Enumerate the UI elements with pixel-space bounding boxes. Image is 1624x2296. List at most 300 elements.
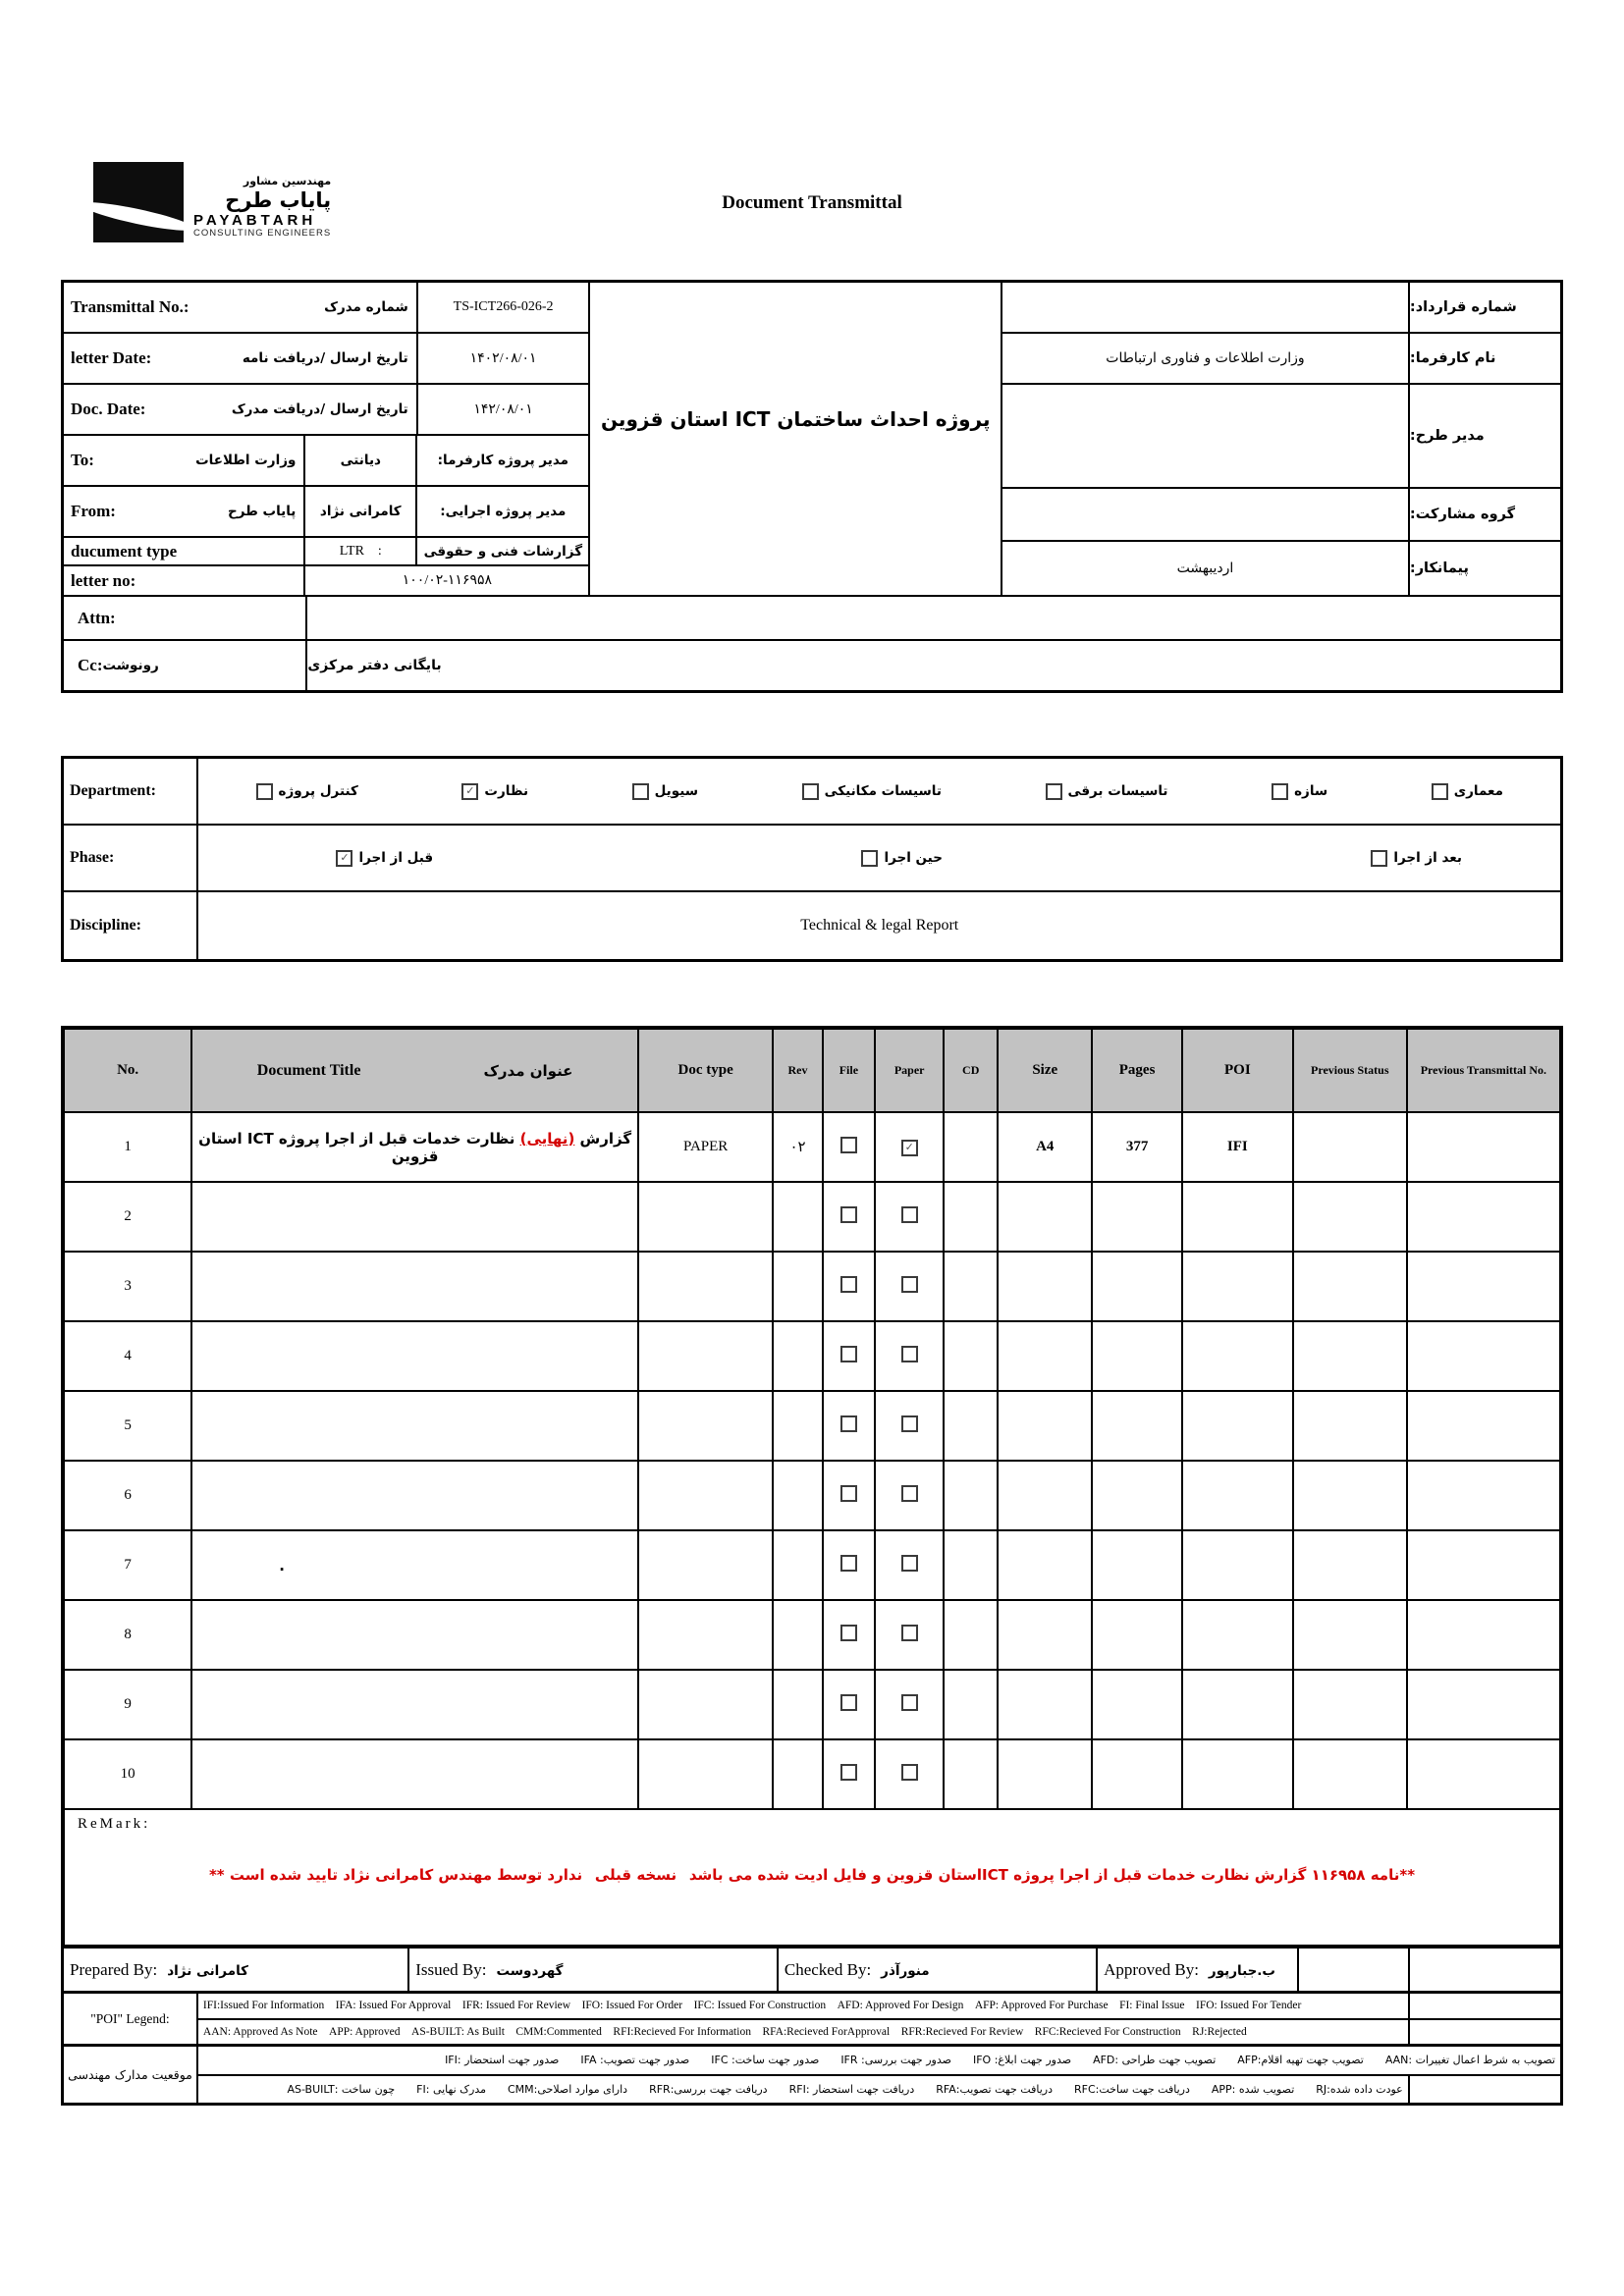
client-name-label: نام کارفرما:: [1408, 334, 1560, 383]
transmittal-info-table: [61, 280, 1563, 693]
empty-cell: [1092, 1739, 1182, 1809]
page-title: Document Transmittal: [722, 192, 902, 213]
info-table-top: [64, 283, 1560, 595]
empty-cell: [1182, 1321, 1293, 1391]
paper-checkbox[interactable]: [901, 1485, 918, 1502]
empty-cell: [944, 1739, 998, 1809]
empty-cell: [1293, 1461, 1407, 1530]
issued-by-label: Issued By:: [415, 1959, 487, 1979]
dept-option-label: تاسیسات مکانیکی: [824, 783, 942, 799]
empty-cell: [1407, 1391, 1561, 1461]
transmittal-no-label-en: Transmittal No.:: [71, 297, 189, 316]
checkbox-civil[interactable]: [632, 783, 649, 800]
contract-no-value: [1002, 283, 1408, 332]
empty-cell: [1293, 1391, 1407, 1461]
row1-paper-cell: [875, 1112, 944, 1182]
dept-option-label: کنترل پروژه: [278, 783, 358, 799]
cc-label-fa: رونوشت: [102, 658, 159, 673]
row-no: 3: [63, 1252, 191, 1321]
document-row: [63, 1182, 1561, 1252]
file-checkbox[interactable]: [840, 1206, 857, 1223]
empty-cell: [1293, 1739, 1407, 1809]
empty-cell: [773, 1391, 822, 1461]
row1-doc-type: PAPER: [638, 1112, 773, 1182]
empty-signature-cell: [1409, 1948, 1562, 1993]
paper-cell: [875, 1182, 944, 1252]
to-label-en: To:: [71, 451, 94, 469]
empty-cell: [998, 1252, 1092, 1321]
empty-cell: [773, 1600, 822, 1670]
empty-cell: [1092, 1252, 1182, 1321]
empty-cell: [638, 1182, 773, 1252]
contractor-row: [1002, 542, 1560, 595]
empty-cell: [1182, 1670, 1293, 1739]
row1-title-post: نظارت خدمات قبل از اجرا پروژه ICT استان قزوین: [198, 1129, 520, 1165]
file-cell: [823, 1252, 875, 1321]
empty-cell: [1182, 1739, 1293, 1809]
header-document-title: [191, 1028, 638, 1112]
row-no: 8: [63, 1600, 191, 1670]
document-type-fa: گزارشات فنی و حقوقی: [423, 543, 583, 560]
approved-by-name: ب.جبارپور: [1208, 1962, 1276, 1979]
empty-cell: [773, 1252, 822, 1321]
project-title-panel: [590, 283, 1001, 595]
empty-cell: [944, 1461, 998, 1530]
file-checkbox[interactable]: [840, 1485, 857, 1502]
empty-cell: [773, 1321, 822, 1391]
empty-cell: [1182, 1391, 1293, 1461]
dept-option-memari: [1432, 783, 1503, 800]
poi-legend-label: "POI" Legend:: [63, 1993, 197, 2046]
doc-date-value: ۱۴۲/۰۸/۰۱: [473, 401, 533, 417]
checkbox-sazeh[interactable]: [1272, 783, 1288, 800]
client-name-row: [1002, 334, 1560, 385]
header-rev: Rev: [773, 1028, 822, 1112]
poi-legend-line2: AAN: Approved As Note APP: Approved AS-BUILT: As Built CMM:Commented RFI:Recieved For Information RFA:Recieved ForApproval RFR:Recieved For Review RFC:Recieved For Construction RJ:Rejected: [197, 2019, 1409, 2046]
paper-checkbox[interactable]: [901, 1346, 918, 1362]
paper-cell: [875, 1600, 944, 1670]
document-list-section: [61, 1026, 1563, 2106]
empty-cell: [1182, 1252, 1293, 1321]
paper-checkbox[interactable]: [901, 1555, 918, 1572]
empty-cell: [1407, 1461, 1561, 1530]
file-checkbox[interactable]: [840, 1764, 857, 1781]
row-document-title: [191, 1182, 638, 1252]
empty-cell: [1293, 1252, 1407, 1321]
jv-group-label: گروه مشارکت:: [1408, 489, 1560, 540]
empty-cell: [998, 1391, 1092, 1461]
checkbox-memari[interactable]: [1432, 783, 1448, 800]
discipline-value: Technical & legal Report: [800, 917, 959, 934]
row1-previous-status: [1293, 1112, 1407, 1182]
empty-cell: [1407, 1739, 1561, 1809]
letter-date-label: [64, 334, 418, 383]
empty-cell: [998, 1182, 1092, 1252]
file-cell: [823, 1461, 875, 1530]
file-cell: [823, 1530, 875, 1600]
document-row: [63, 1670, 1561, 1739]
row-document-title: [191, 1391, 638, 1461]
design-manager-row: [1002, 385, 1560, 489]
cc-value: بایگانی دفتر مرکزی: [307, 658, 442, 673]
header-paper: Paper: [875, 1028, 944, 1112]
empty-cell: [1293, 1600, 1407, 1670]
header-no: No.: [63, 1028, 191, 1112]
fa-legend-row-1: [63, 2046, 1562, 2075]
row-document-title: [191, 1670, 638, 1739]
client-pm-label: مدیر پروژه کارفرما:: [437, 453, 569, 468]
empty-cell: [1407, 1530, 1561, 1600]
jv-group-row: [1002, 489, 1560, 542]
file-cell: [823, 1182, 875, 1252]
empty-cell: [1182, 1600, 1293, 1670]
transmittal-no-row: [64, 283, 588, 334]
checkbox-electrical[interactable]: [1046, 783, 1062, 800]
paper-cell: [875, 1530, 944, 1600]
classification-table: [61, 756, 1563, 962]
cc-label-en: Cc:: [78, 656, 103, 674]
document-table-header: [63, 1028, 1561, 1112]
paper-checkbox[interactable]: [901, 1764, 918, 1781]
checked-by-name: منورآذر: [881, 1962, 930, 1979]
file-checkbox[interactable]: [840, 1415, 857, 1432]
header-size: Size: [998, 1028, 1092, 1112]
file-cell: [823, 1670, 875, 1739]
empty-cell: [638, 1321, 773, 1391]
letter-date-row: [64, 334, 588, 385]
header-title-fa: عنوان مدرک: [483, 1061, 573, 1080]
row1-pages: 377: [1092, 1112, 1182, 1182]
dept-option-electrical: [1046, 783, 1168, 800]
file-checkbox[interactable]: [840, 1555, 857, 1572]
empty-cell: [944, 1600, 998, 1670]
contractor-label: پیمانکار:: [1408, 542, 1560, 595]
empty-cell: [638, 1461, 773, 1530]
poi-legend-row-1: [63, 1993, 1562, 2019]
row1-cd: [944, 1112, 998, 1182]
issued-by-name: گهردوست: [496, 1962, 564, 1979]
poi-legend-table: [61, 1991, 1563, 2047]
empty-cell: [1092, 1182, 1182, 1252]
cc-row: [64, 639, 1560, 690]
paper-checkbox[interactable]: [901, 1276, 918, 1293]
checkbox-during-execution[interactable]: [861, 850, 878, 867]
header-file: File: [823, 1028, 875, 1112]
remark-label: ReMark:: [78, 1816, 151, 1832]
row1-previous-transmittal: [1407, 1112, 1561, 1182]
empty-cell: [1092, 1391, 1182, 1461]
jv-group-value: [1002, 489, 1408, 540]
to-row: [64, 436, 588, 487]
empty-cell: [1409, 2075, 1562, 2105]
empty-cell: [944, 1252, 998, 1321]
empty-cell: [1092, 1461, 1182, 1530]
row-no: 10: [63, 1739, 191, 1809]
doc-date-label-fa: تاریخ ارسال /دریافت مدرک: [231, 401, 408, 417]
row1-poi: IFI: [1182, 1112, 1293, 1182]
row1-size: A4: [998, 1112, 1092, 1182]
dept-option-label: تاسیسات برقی: [1067, 783, 1168, 799]
dept-option-mechanical: [802, 783, 942, 800]
empty-cell: [998, 1530, 1092, 1600]
checkbox-before-execution[interactable]: ✓: [336, 850, 352, 867]
empty-cell: [638, 1391, 773, 1461]
letter-date-label-en: letter Date:: [71, 348, 152, 367]
row1-no: 1: [63, 1112, 191, 1182]
discipline-row: [64, 892, 1560, 959]
logo-subtitle: CONSULTING ENGINEERS: [193, 228, 332, 240]
poi-legend-row-2: [63, 2019, 1562, 2046]
department-row: [64, 759, 1560, 826]
row-document-title: .: [191, 1530, 638, 1600]
transmittal-no-label: [64, 283, 418, 332]
empty-cell: [638, 1600, 773, 1670]
header-cd: CD: [944, 1028, 998, 1112]
info-right-panel: [1001, 283, 1560, 595]
empty-cell: [944, 1182, 998, 1252]
to-org: وزارت اطلاعات: [195, 453, 297, 468]
row-document-title: [191, 1600, 638, 1670]
paper-cell: [875, 1739, 944, 1809]
letter-date-label-fa: تاریخ ارسال /دریافت نامه: [242, 350, 408, 366]
empty-cell: [1293, 1321, 1407, 1391]
empty-cell: [1182, 1182, 1293, 1252]
dept-option-label: سیویل: [654, 783, 698, 799]
empty-cell: [638, 1530, 773, 1600]
phase-option-during: [861, 850, 942, 867]
info-left-panel: [64, 283, 590, 595]
empty-cell: [773, 1739, 822, 1809]
empty-cell: [1092, 1530, 1182, 1600]
empty-cell: [1293, 1670, 1407, 1739]
document-type-row: [64, 538, 588, 566]
empty-cell: [1092, 1600, 1182, 1670]
doc-date-label: [64, 385, 418, 434]
signature-row: [63, 1948, 1562, 1993]
from-org: پایاب طرح: [227, 504, 297, 519]
issued-by-cell: [408, 1948, 778, 1993]
header-poi: POI: [1182, 1028, 1293, 1112]
empty-cell: [1407, 1321, 1561, 1391]
file-cell: [823, 1739, 875, 1809]
row-no: 6: [63, 1461, 191, 1530]
from-label: [64, 487, 305, 536]
logo-fa-small: مهندسین مشاور: [243, 175, 332, 187]
empty-cell: [1092, 1670, 1182, 1739]
file-checkbox[interactable]: [840, 1276, 857, 1293]
dept-option-label: نظارت: [484, 783, 529, 799]
signature-table: [61, 1946, 1563, 1994]
empty-cell: [944, 1321, 998, 1391]
phase-option-before: [336, 850, 433, 867]
paper-cell: [875, 1252, 944, 1321]
dept-option-label: معماری: [1453, 783, 1503, 799]
row-document-title: [191, 1252, 638, 1321]
phase-option-label: بعد از اجرا: [1393, 850, 1462, 866]
attn-row: [64, 595, 1560, 639]
phase-row: [64, 826, 1560, 892]
row1-title-pre: گزارش: [574, 1129, 632, 1148]
empty-cell: [1182, 1461, 1293, 1530]
dept-option-nezarat: [461, 783, 528, 800]
attn-value: [307, 597, 1560, 639]
paper-cell: [875, 1670, 944, 1739]
department-options: [198, 759, 1560, 824]
empty-cell: [773, 1461, 822, 1530]
fa-legend-label: موقعیت مدارک مهندسی: [63, 2046, 197, 2105]
document-type-label-en: ducument type: [71, 541, 178, 561]
empty-cell: [1293, 1530, 1407, 1600]
document-type-code: LTR :: [305, 538, 417, 564]
file-checkbox[interactable]: [840, 1346, 857, 1362]
contractor-value: اردیبهشت: [1176, 561, 1234, 576]
from-label-en: From:: [71, 502, 116, 520]
row-no: 9: [63, 1670, 191, 1739]
to-label: [64, 436, 305, 485]
document-row: [63, 1321, 1561, 1391]
client-name-value: وزارت اطلاعات و فناوری ارتباطات: [1106, 350, 1305, 366]
empty-cell: [638, 1739, 773, 1809]
paper-checkbox[interactable]: [901, 1415, 918, 1432]
empty-cell: [1092, 1321, 1182, 1391]
phase-option-after: [1371, 850, 1462, 867]
empty-cell: [998, 1670, 1092, 1739]
empty-cell: [1409, 2019, 1562, 2046]
dept-option-label: سازه: [1294, 783, 1328, 799]
paper-cell: [875, 1321, 944, 1391]
poi-legend-line1: IFI:Issued For Information IFA: Issued For Approval IFR: Issued For Review IFO: Issued For Order IFC: Issued For Construction AFD: Approved For Design AFP: Approved For Purchase FI: Final Issue IFO: Issued For Tender: [197, 1993, 1409, 2019]
file-checkbox[interactable]: [840, 1625, 857, 1641]
empty-cell: [944, 1530, 998, 1600]
header-pages: Pages: [1092, 1028, 1182, 1112]
document-row: [63, 1252, 1561, 1321]
empty-cell: [944, 1391, 998, 1461]
file-checkbox[interactable]: [840, 1694, 857, 1711]
executive-pm-label: مدیر پروژه اجرایی:: [440, 504, 567, 519]
phase-options: [198, 826, 1560, 890]
document-row: [63, 1461, 1561, 1530]
phase-option-label: قبل از اجرا: [358, 850, 434, 866]
to-person: دیانتی: [305, 436, 417, 485]
from-person: کامرانی نژاد: [305, 487, 417, 536]
fa-legend-table: [61, 2044, 1563, 2106]
empty-cell: [773, 1670, 822, 1739]
remark-cell: [63, 1809, 1561, 1947]
row1-document-title: [191, 1112, 638, 1182]
empty-cell: [998, 1739, 1092, 1809]
paper-cell: [875, 1461, 944, 1530]
header-doc-type: Doc type: [638, 1028, 773, 1112]
paper-checkbox[interactable]: [901, 1206, 918, 1223]
row1-file-checkbox[interactable]: [840, 1137, 857, 1153]
contract-no-row: [1002, 283, 1560, 334]
letter-no-label: [64, 566, 305, 595]
document-type-label: [64, 538, 305, 564]
prepared-by-label: Prepared By:: [70, 1959, 158, 1979]
header-previous-transmittal: Previous Transmittal No.: [1407, 1028, 1561, 1112]
paper-checkbox[interactable]: [901, 1625, 918, 1641]
letter-no-row: [64, 566, 588, 595]
prepared-by-cell: [63, 1948, 409, 1993]
checkbox-project-control[interactable]: [256, 783, 273, 800]
from-row: [64, 487, 588, 538]
empty-cell: [773, 1530, 822, 1600]
row1-title-red: (نهایی): [519, 1129, 575, 1148]
checkbox-mechanical[interactable]: [802, 783, 819, 800]
empty-cell: [998, 1461, 1092, 1530]
fa-legend-row-2: [63, 2075, 1562, 2105]
row-document-title: [191, 1461, 638, 1530]
paper-cell: [875, 1391, 944, 1461]
document-row: [63, 1530, 1561, 1600]
row-no: 4: [63, 1321, 191, 1391]
prepared-by-name: کامرانی نژاد: [167, 1962, 248, 1979]
letter-date-value: ۱۴۰۲/۰۸/۰۱: [469, 350, 537, 366]
logo-company-name: PAYABTARH: [193, 211, 317, 229]
fa-legend-line1: تصویب به شرط اعمال تغییرات :AAN تصویب جهت تهیه اقلام:AFP تصویب جهت طراحی :AFD صدور جهت ابلاغ: IFO صدور جهت بررسی: IFR صدور جهت ساخت: IFC صدور جهت تصویب: IFA صدور جهت استحضار :IFI: [197, 2046, 1562, 2075]
empty-cell: [1407, 1670, 1561, 1739]
logo-fa-big: پایاب طرح: [225, 187, 332, 212]
header-title-en: Document Title: [256, 1061, 361, 1079]
design-manager-value: [1002, 385, 1408, 487]
empty-cell: [638, 1252, 773, 1321]
paper-checkbox[interactable]: [901, 1694, 918, 1711]
row-no: 5: [63, 1391, 191, 1461]
empty-cell: [1293, 1182, 1407, 1252]
cc-label-cell: [64, 641, 307, 690]
doc-date-row: [64, 385, 588, 436]
row-no: 2: [63, 1182, 191, 1252]
row1-rev: ۰۲: [773, 1112, 822, 1182]
dept-option-project-control: [256, 783, 358, 800]
checkbox-after-execution[interactable]: [1371, 850, 1387, 867]
empty-cell: [773, 1182, 822, 1252]
transmittal-no-label-fa: شماره مدرک: [324, 299, 408, 315]
checked-by-label: Checked By:: [784, 1959, 872, 1979]
design-manager-label: مدیر طرح:: [1408, 385, 1560, 487]
row1-paper-checkbox[interactable]: ✓: [901, 1140, 918, 1156]
attn-label: Attn:: [78, 608, 116, 627]
row1-file-cell: [823, 1112, 875, 1182]
empty-cell: [1407, 1182, 1561, 1252]
phase-label: Phase:: [64, 826, 198, 890]
checkbox-nezarat[interactable]: ✓: [461, 783, 478, 800]
checked-by-cell: [778, 1948, 1097, 1993]
document-row: [63, 1391, 1561, 1461]
header-previous-status: Previous Status: [1293, 1028, 1407, 1112]
empty-cell: [1407, 1252, 1561, 1321]
discipline-label: Discipline:: [64, 892, 198, 959]
approved-by-label: Approved By:: [1104, 1959, 1199, 1979]
file-cell: [823, 1321, 875, 1391]
letter-no-value: ۱۰۰/۰۲-۱۱۶۹۵۸: [402, 573, 493, 588]
row-no: 7: [63, 1530, 191, 1600]
transmittal-no-value: TS-ICT266-026-2: [453, 299, 554, 314]
empty-cell: [998, 1321, 1092, 1391]
remark-text: **نامه ۱۱۶۹۵۸ گزارش نظارت خدمات قبل از اجرا پروژه ICTاستان قزوین و فایل ادیت شده می باشد نسخه قبلی ندارد توسط مهندس کامرانی نژاد تایید شده است **: [208, 1866, 1416, 1884]
document-table: [61, 1026, 1563, 1949]
phase-option-label: حین اجرا: [884, 850, 943, 866]
empty-cell: [638, 1670, 773, 1739]
row-document-title: [191, 1321, 638, 1391]
file-cell: [823, 1391, 875, 1461]
empty-cell: [1182, 1530, 1293, 1600]
document-row-1: [63, 1112, 1561, 1182]
empty-cell: [1407, 1600, 1561, 1670]
empty-cell: [1409, 1993, 1562, 2019]
approved-by-cell: [1097, 1948, 1298, 1993]
dept-option-civil: [632, 783, 698, 800]
